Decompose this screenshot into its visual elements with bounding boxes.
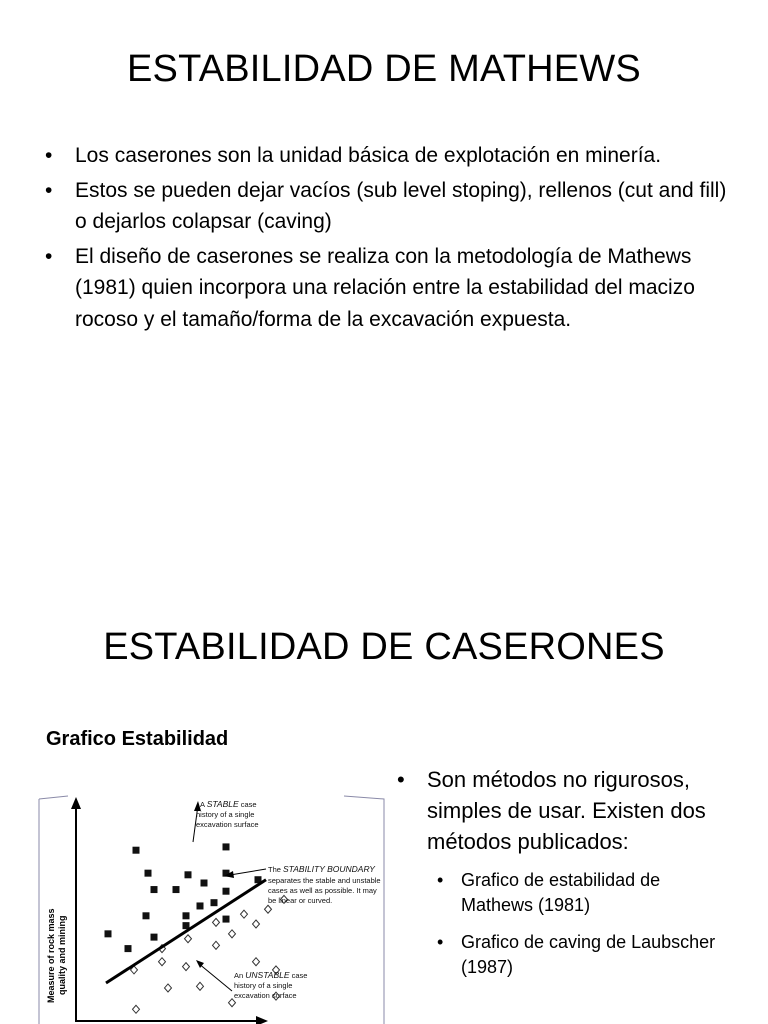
stable-case-marker — [223, 916, 230, 923]
bullet-text: El diseño de caserones se realiza con la metodología de Mathews (1981) quien incorpora una relación entre la estabilidad del macizo rocoso y el tamaño/forma de la excavación expuesta. — [75, 244, 695, 331]
bullet-icon: • — [437, 870, 444, 890]
sub-bullet-item — [437, 868, 731, 918]
unstable-case-marker — [197, 982, 204, 990]
stable-case-marker — [151, 886, 158, 893]
y-axis-label-2: quality and mining — [57, 915, 67, 995]
unstable-case-marker — [241, 910, 248, 918]
bullet-icon: • — [45, 144, 53, 167]
bullet-list — [397, 764, 747, 857]
sub-bullet-list — [437, 868, 731, 992]
figure-frame — [39, 796, 384, 1024]
unstable-case-marker — [265, 905, 272, 913]
unstable-note-line-1: An UNSTABLE case — [234, 970, 308, 980]
chart-heading: Grafico Estabilidad — [46, 728, 229, 750]
stable-case-marker — [197, 902, 204, 909]
bullet-list — [45, 140, 735, 338]
stable-case-marker — [125, 945, 132, 952]
unstable-case-marker — [185, 935, 192, 943]
stable-case-marker — [173, 886, 180, 893]
unstable-case-marker — [229, 930, 236, 938]
boundary-note-line-4: be linear or curved. — [268, 896, 333, 905]
sub-bullet-item — [437, 930, 731, 980]
stable-case-marker — [143, 912, 150, 919]
bullet-item — [45, 175, 735, 238]
bullet-icon: • — [45, 178, 53, 202]
stable-case-marker — [201, 880, 208, 887]
stable-note-line-2: history of a single — [196, 810, 255, 819]
slide-title: ESTABILIDAD DE CASERONES — [103, 626, 665, 668]
bullet-icon: • — [45, 244, 53, 268]
bullet-item — [45, 241, 735, 336]
unstable-case-marker — [253, 958, 260, 966]
stable-case-marker — [223, 843, 230, 850]
unstable-case-marker — [165, 984, 172, 992]
stable-case-marker — [223, 888, 230, 895]
bullet-text: Grafico de caving de Laubscher (1987) — [461, 932, 716, 977]
y-axis-label-1: Measure of rock mass — [46, 908, 56, 1003]
bullet-item — [397, 764, 747, 857]
stable-case-marker — [145, 870, 152, 877]
boundary-note-line-3: cases as well as possible. It may — [268, 886, 377, 895]
x-axis-arrow — [256, 1016, 268, 1024]
stable-case-marker — [133, 847, 140, 854]
unstable-note-line-3: excavation surface — [234, 991, 297, 1000]
bullet-icon: • — [397, 767, 405, 792]
bullet-icon: • — [437, 932, 444, 952]
boundary-note-line-1: The STABILITY BOUNDARY — [268, 864, 375, 874]
bullet-text: Estos se pueden dejar vacíos (sub level stoping), rellenos (cut and fill) o dejarlos colapsar (caving) — [75, 178, 727, 233]
stable-case-marker — [211, 899, 218, 906]
unstable-case-marker — [253, 920, 260, 928]
unstable-case-marker — [213, 941, 220, 949]
stable-case-marker — [183, 912, 190, 919]
slide-title: ESTABILIDAD DE MATHEWS — [127, 48, 641, 90]
boundary-pointer — [230, 869, 266, 875]
stable-note-line-1: A STABLE case — [200, 799, 257, 809]
bullet-item — [45, 140, 735, 172]
bullet-text: Grafico de estabilidad de Mathews (1981) — [461, 870, 661, 915]
unstable-case-marker — [183, 963, 190, 971]
stability-graph — [38, 795, 386, 1024]
stable-case-marker — [185, 871, 192, 878]
unstable-case-marker — [133, 1005, 140, 1013]
slide-2 — [0, 576, 768, 1024]
stable-case-marker — [151, 934, 158, 941]
stable-case-marker — [105, 930, 112, 937]
boundary-note-line-2: separates the stable and unstable — [268, 876, 381, 885]
y-axis-arrow — [71, 797, 81, 809]
stable-note-line-3: excavation surface — [196, 820, 259, 829]
bullet-text: Los caserones son la unidad básica de explotación en minería. — [75, 144, 662, 167]
unstable-case-marker — [213, 918, 220, 926]
bullet-text: Son métodos no rigurosos, simples de usar. Existen dos métodos publicados: — [427, 767, 706, 854]
unstable-case-marker — [159, 958, 166, 966]
unstable-note-line-2: history of a single — [234, 981, 293, 990]
